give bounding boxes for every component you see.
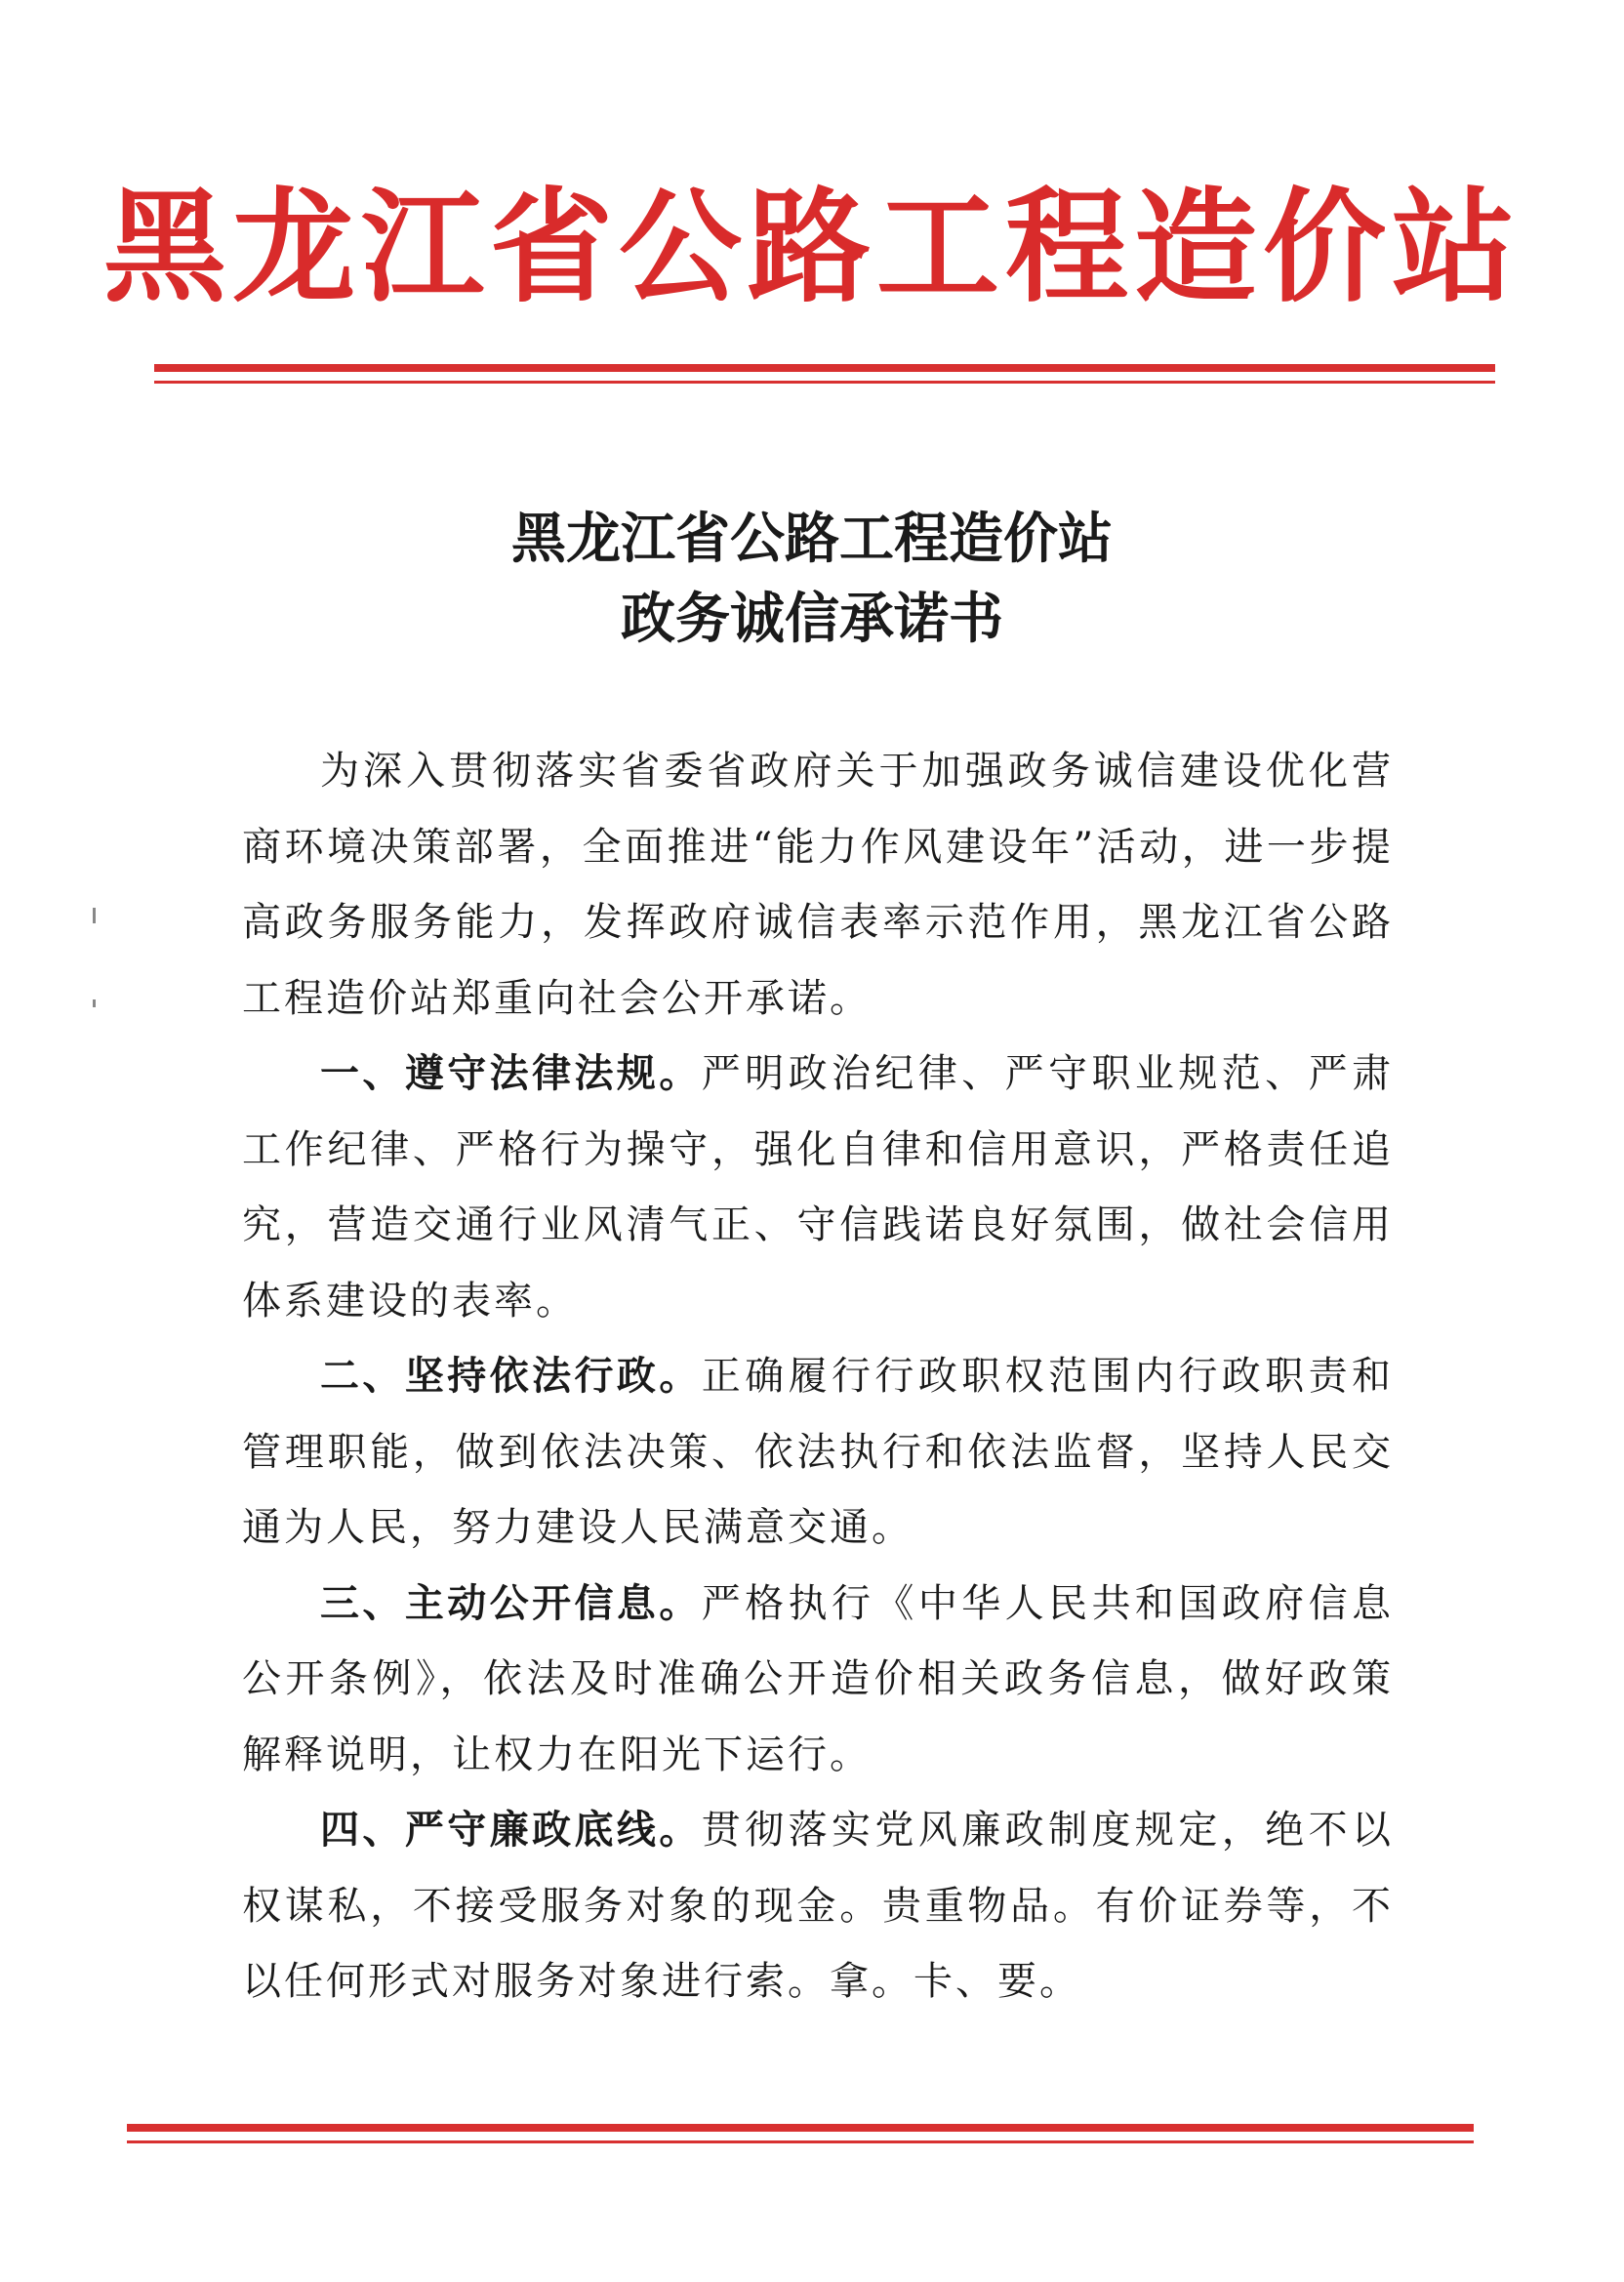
paragraph-text: 为深入贯彻落实省委省政府关于加强政务诚信建设优化营商环境决策部署，全面推进“能力作风建设年”活动，进一步提高政务服务能力，发挥政府诚信表率示范作用，黑龙江省公路工程造价站郑重向社会公开承诺。 [242,749,1394,1021]
letterhead-rule-thick [154,364,1495,372]
document-title-line2: 政务诚信承诺书 [621,588,1003,651]
letterhead-rule-thin [154,381,1495,384]
intro-paragraph [242,734,1394,1037]
paragraph-text: 正确履行行政职权范围内行政职责和管理职能，做到依法决策、依法执行和依法监督，坚持人民交通为人民，努力建设人民满意交通。 [242,1354,1394,1550]
letterhead-org-name: 黑龙江省公路工程造价站 [103,175,1521,319]
footer-rule-thin [127,2140,1474,2143]
paragraph-heading: 三、主动公开信息。 [320,1580,702,1626]
paragraph-heading: 一、遵守法律法规。 [320,1051,702,1096]
document-title-line1: 黑龙江省公路工程造价站 [511,508,1113,571]
paragraph-heading: 四、严守廉政底线。 [320,1808,702,1853]
document-body [242,734,1394,2020]
footer-rule-thick [127,2124,1474,2132]
paragraph-text: 严明政治纪律、严守职业规范、严肃工作纪律、严格行为操守，强化自律和信用意识，严格责任追究，营造交通行业风清气正、守信践诺良好氛围，做社会信用体系建设的表率。 [242,1051,1394,1324]
scan-artifact-mark [93,999,96,1007]
paragraph-text: 贯彻落实党风廉政制度规定，绝不以权谋私，不接受服务对象的现金。贵重物品。有价证券等，不以任何形式对服务对象进行索。拿。卡、要。 [242,1808,1394,2004]
pledge-paragraph-3 [242,1567,1394,1794]
pledge-paragraph-1 [242,1037,1394,1339]
scan-artifact-mark [93,908,96,923]
pledge-paragraph-4 [242,1793,1394,2020]
pledge-paragraph-2 [242,1339,1394,1567]
paragraph-text: 严格执行《中华人民共和国政府信息公开条例》，依法及时准确公开造价相关政务信息，做好政策解释说明，让权力在阳光下运行。 [242,1580,1394,1777]
paragraph-heading: 二、坚持依法行政。 [320,1354,702,1399]
